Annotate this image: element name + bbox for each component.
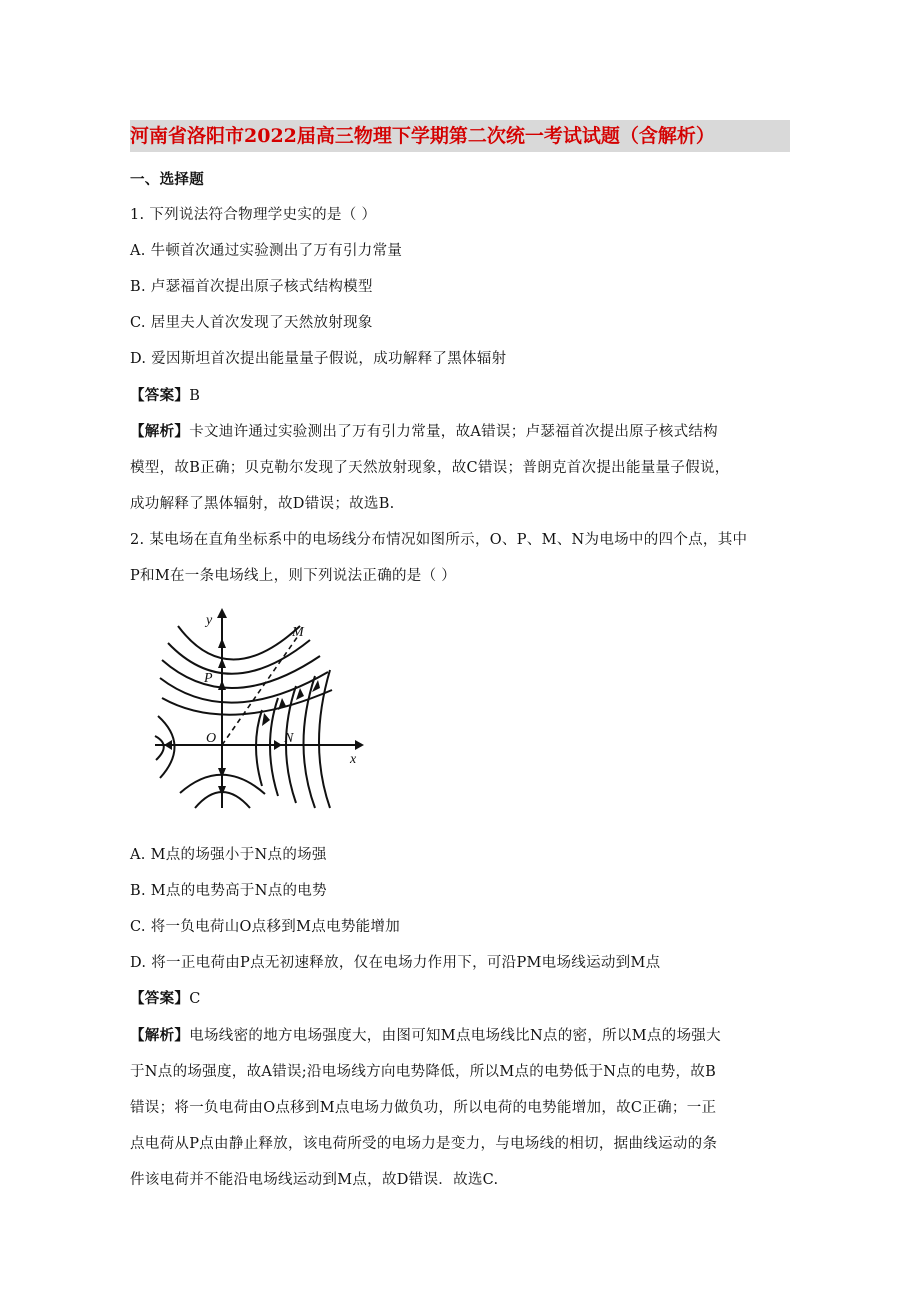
- q1-option-c: C. 居里夫人首次发现了天然放射现象: [130, 315, 373, 331]
- q2-option-c: C. 将一负电荷山O点移到M点电势能增加: [130, 919, 401, 935]
- field-line: [155, 736, 164, 760]
- arrow-icon: [218, 680, 226, 690]
- q1-analysis-line-3: 成功解释了黑体辐射，故D错误；故选B.: [130, 496, 395, 512]
- q1-stem: 1. 下列说法符合物理学史实的是（ ）: [130, 207, 377, 223]
- q2-option-d: D. 将一正电荷由P点无初速释放，仅在电场力作用下，可沿PM电场线运动到M点: [130, 955, 661, 971]
- x-axis-arrow-icon: [355, 740, 364, 750]
- document-title: 河南省洛阳市2022届高三物理下学期第二次统一考试试题（含解析）: [130, 120, 790, 152]
- q1-analysis-line-1: [130, 422, 718, 442]
- point-m-label: M: [292, 625, 304, 640]
- field-line: [304, 676, 316, 808]
- q1-answer-label: 【答案】: [130, 387, 190, 404]
- field-line: [256, 710, 262, 786]
- q2-answer-value: C: [189, 991, 201, 1007]
- field-line: [162, 656, 320, 688]
- point-o-label: O: [206, 731, 217, 746]
- q2-stem-line-2: P和M在一条电场线上，则下列说法正确的是（ ）: [130, 568, 457, 584]
- q1-answer: [130, 386, 200, 406]
- q2-stem-line-1: 2. 某电场在直角坐标系中的电场线分布情况如图所示，O、P、M、N为电场中的四个点，其中: [130, 532, 748, 548]
- q2-analysis-label: 【解析】: [130, 1027, 190, 1044]
- electric-field-figure: [150, 608, 365, 813]
- q2-option-a: A. M点的场强小于N点的场强: [130, 847, 327, 863]
- arrow-icon: [218, 768, 226, 778]
- section-heading: 一、选择题: [130, 171, 204, 188]
- q2-answer-label: 【答案】: [130, 990, 190, 1007]
- q1-option-d: D. 爱因斯坦首次提出能量量子假说，成功解释了黑体辐射: [130, 351, 507, 367]
- y-axis-arrow-icon: [217, 608, 227, 618]
- arrow-icon: [218, 638, 226, 648]
- q1-analysis-label: 【解析】: [130, 423, 190, 440]
- q2-analysis-line-5: 件该电荷并不能沿电场线运动到M点，故D错误．故选C.: [130, 1172, 499, 1188]
- q2-answer: [130, 989, 201, 1009]
- q2-analysis-line-3: 错误；将一负电荷由O点移到M点电场力做负功，所以电荷的电势能增加，故C正确；一正: [130, 1100, 717, 1116]
- arrow-icon: [218, 786, 226, 796]
- q1-option-a: A. 牛顿首次通过实验测出了万有引力常量: [130, 243, 403, 259]
- point-p-label: P: [204, 671, 213, 686]
- q1-answer-value: B: [189, 388, 201, 404]
- arrow-icon: [274, 740, 282, 750]
- field-line: [168, 640, 310, 674]
- point-n-label: N: [284, 731, 294, 746]
- q2-analysis-text-1: 电场线密的地方电场强度大，由图可知M点电场线比N点的密，所以M点的场强大: [189, 1028, 721, 1044]
- q1-analysis-text-1: 卡文迪许通过实验测出了万有引力常量，故A错误；卢瑟福首次提出原子核式结构: [189, 424, 718, 440]
- arrow-icon: [164, 740, 172, 750]
- arrow-icon: [296, 688, 304, 700]
- q2-option-b: B. M点的电势高于N点的电势: [130, 883, 327, 899]
- field-line: [158, 716, 175, 778]
- arrow-icon: [262, 713, 270, 726]
- q1-analysis-line-2: 模型，故B正确；贝克勒尔发现了天然放射现象，故C错误；普朗克首次提出能量量子假说，: [130, 460, 730, 476]
- y-axis-label: y: [206, 613, 213, 628]
- x-axis-label: x: [350, 752, 357, 767]
- q2-analysis-line-2: 于N点的场强度，故A错误;沿电场线方向电势降低，所以M点的电势低于N点的电势，故B: [130, 1064, 717, 1080]
- q2-analysis-line-1: [130, 1026, 721, 1046]
- q1-option-b: B. 卢瑟福首次提出原子核式结构模型: [130, 279, 373, 295]
- q2-analysis-line-4: 点电荷从P点由静止释放，该电荷所受的电场力是变力，与电场线的相切，据曲线运动的条: [130, 1136, 718, 1152]
- field-line: [178, 626, 300, 660]
